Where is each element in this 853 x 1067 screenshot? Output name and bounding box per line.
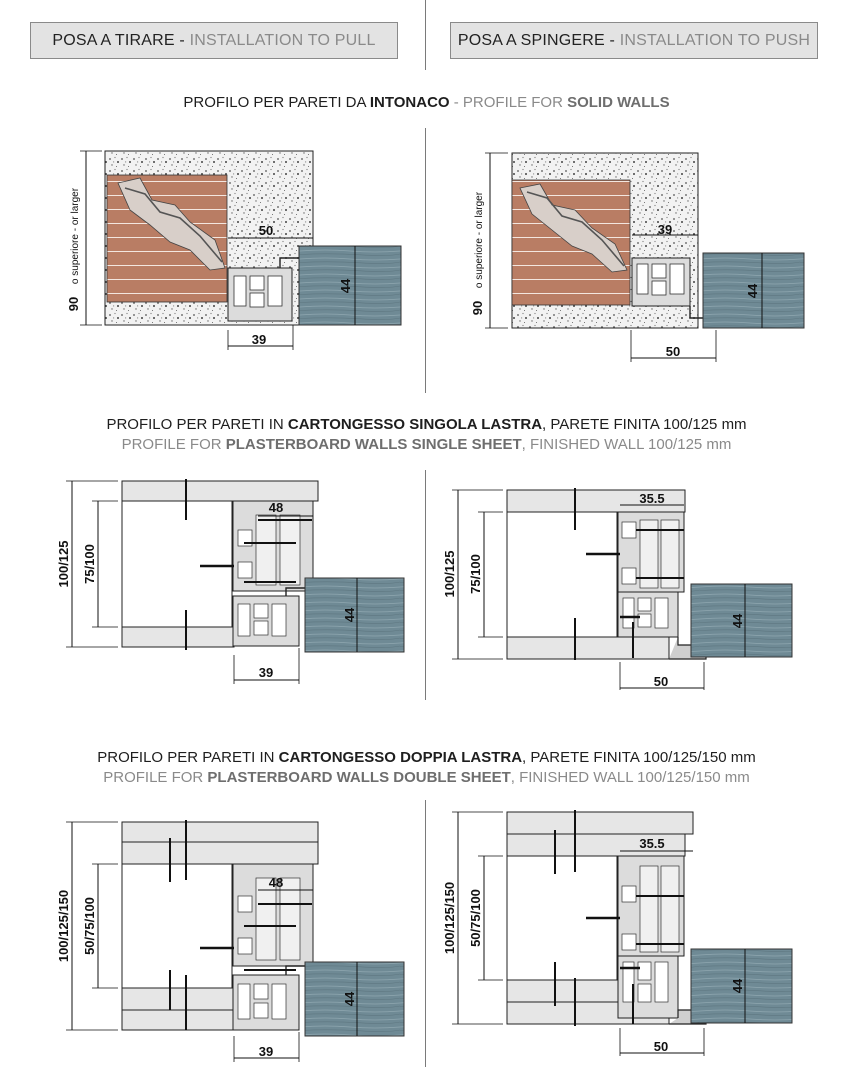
heading-single-en-c: , FINISHED WALL 100/125 mm <box>521 436 732 453</box>
dim-single-push-bottom: 50 <box>653 674 669 689</box>
dim-solid-pull-door: 44 <box>338 278 353 294</box>
dim-single-push-top: 35.5 <box>639 491 665 506</box>
heading-solid-d: SOLID WALLS <box>567 94 670 111</box>
dim-single-push-outer: 100/125 <box>442 550 457 598</box>
dim-double-pull-outer: 100/125/150 <box>56 889 71 963</box>
dim-solid-pull-wall: 90 <box>66 296 81 312</box>
dim-double-push-outer: 100/125/150 <box>442 881 457 955</box>
dim-single-pull-outer: 100/125 <box>56 540 71 588</box>
tab-push-it: POSA A SPINGERE <box>457 31 605 49</box>
heading-double-en-a: PROFILE FOR <box>103 769 208 786</box>
dim-double-pull-bottom: 39 <box>258 1044 274 1059</box>
dim-single-pull-bottom: 39 <box>258 665 274 680</box>
drawing-double-push <box>442 810 792 1056</box>
dim-single-pull-door: 44 <box>342 607 357 623</box>
dim-single-push-door: 44 <box>730 613 745 629</box>
heading-solid-a: PROFILO PER PARETI DA <box>183 94 370 111</box>
dim-double-push-door: 44 <box>730 978 745 994</box>
heading-double-it-a: PROFILO PER PARETI IN <box>97 749 279 766</box>
heading-single-it-b: CARTONGESSO SINGOLA LASTRA <box>287 416 543 433</box>
dim-double-push-top: 35.5 <box>639 836 665 851</box>
dim-single-pull-inner: 75/100 <box>82 544 97 584</box>
tab-pull-it: POSA A TIRARE <box>52 31 175 49</box>
drawing-solid-push <box>470 153 804 362</box>
dim-single-push-inner: 75/100 <box>468 554 483 594</box>
heading-double-en-c: , FINISHED WALL 100/125/150 mm <box>510 769 750 786</box>
dim-double-pull-inner: 50/75/100 <box>82 897 97 955</box>
tab-push-en: INSTALLATION TO PUSH <box>619 31 811 49</box>
heading-single-en-b: PLASTERBOARD WALLS SINGLE SHEET <box>225 436 522 453</box>
dim-double-pull-door: 44 <box>342 991 357 1007</box>
dim-solid-push-top: 39 <box>657 222 673 237</box>
dim-double-pull-top: 48 <box>268 875 284 890</box>
drawing-solid-pull <box>66 151 401 350</box>
heading-single-en-a: PROFILE FOR <box>121 436 226 453</box>
tab-push-sep: - <box>604 31 620 49</box>
heading-double-en-b: PLASTERBOARD WALLS DOUBLE SHEET <box>207 769 511 786</box>
dim-solid-pull-note: o superiore - or larger <box>70 187 81 285</box>
heading-double-it-c: , PARETE FINITA 100/125/150 mm <box>522 749 756 766</box>
dim-solid-push-wall: 90 <box>470 300 485 316</box>
dim-double-push-bottom: 50 <box>653 1039 669 1054</box>
dim-solid-push-note: o superiore - or larger <box>474 191 485 289</box>
dim-solid-pull-top: 50 <box>258 223 274 238</box>
dim-solid-push-bottom: 50 <box>665 344 681 359</box>
heading-solid-c: - PROFILE FOR <box>449 94 568 111</box>
dim-double-push-inner: 50/75/100 <box>468 889 483 947</box>
dim-single-pull-top: 48 <box>268 500 284 515</box>
heading-single-it-c: , PARETE FINITA 100/125 mm <box>542 416 747 433</box>
tab-pull-en: INSTALLATION TO PULL <box>189 31 376 49</box>
drawing-single-pull <box>56 479 404 684</box>
heading-double-it-b: CARTONGESSO DOPPIA LASTRA <box>278 749 523 766</box>
heading-single-it-a: PROFILO PER PARETI IN <box>106 416 288 433</box>
dim-solid-pull-bottom: 39 <box>251 332 267 347</box>
dim-solid-push-door: 44 <box>745 283 760 299</box>
tab-pull-sep: - <box>174 31 190 49</box>
heading-solid-b: INTONACO <box>369 94 450 111</box>
drawing-single-push <box>442 488 792 690</box>
drawing-double-pull <box>56 820 404 1062</box>
